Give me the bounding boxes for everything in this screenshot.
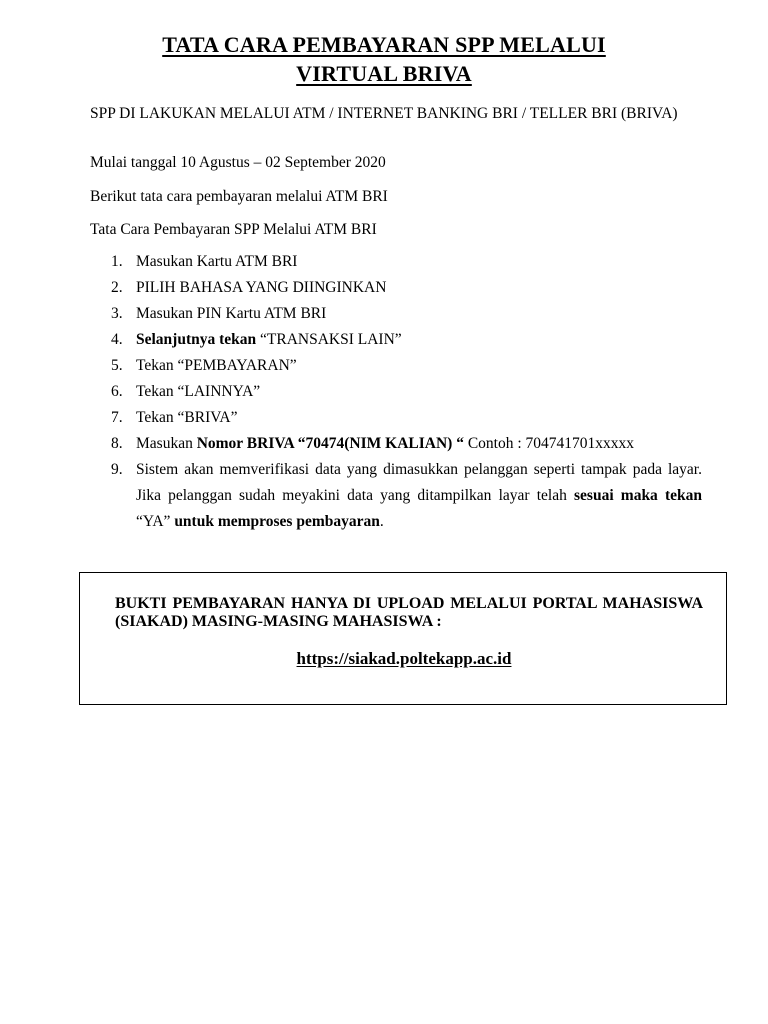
list-item — [90, 279, 702, 305]
step-text-rest: “TRANSAKSI LAIN” — [256, 331, 402, 348]
steps-heading: Tata Cara Pembayaran SPP Melalui ATM BRI — [90, 221, 377, 238]
steps-list — [90, 253, 702, 539]
step-text-bold: sesuai maka tekan — [566, 487, 702, 504]
step-text: Masukan PIN Kartu ATM BRI — [136, 305, 327, 322]
step-text: Tekan “BRIVA” — [136, 409, 238, 426]
intro-paragraph: SPP DI LAKUKAN MELALUI ATM / INTERNET BANKING BRI / TELLER BRI (BRIVA) — [90, 105, 678, 122]
list-item — [90, 305, 702, 331]
step-text-bold-2: untuk memproses pembayaran — [170, 513, 380, 530]
list-item — [90, 383, 702, 409]
list-item — [90, 253, 702, 279]
step-text-end: . — [379, 513, 384, 530]
step-text-bold: Nomor BRIVA “70474(NIM KALIAN) “ — [192, 435, 464, 452]
step-number: 6. — [111, 383, 123, 400]
step-text-rest: Contoh : 704741701xxxxx — [463, 435, 635, 452]
step-text-main: Sistem akan memverifikasi data yang dimasukkan pelanggan seperti tampak pada layar. Jika pelanggan sudah meyakini data yang ditampilkan layar telah — [136, 461, 702, 504]
list-item — [90, 331, 702, 357]
step-number: 8. — [111, 435, 123, 452]
step-number: 2. — [111, 279, 123, 296]
step-text-bold: Selanjutnya tekan — [136, 331, 257, 348]
step-text — [136, 331, 402, 349]
page-title-line-1: TATA CARA PEMBAYARAN SPP MELALUI — [162, 32, 606, 57]
step-number: 1. — [111, 253, 123, 270]
siakad-link[interactable]: https://siakad.poltekapp.ac.id — [296, 649, 512, 668]
page-title-line-2: VIRTUAL BRIVA — [296, 61, 472, 86]
start-date-paragraph: Mulai tanggal 10 Agustus – 02 September 2020 — [90, 154, 386, 171]
step-number: 9. — [111, 461, 123, 478]
list-item — [90, 357, 702, 383]
upload-notice-box — [79, 572, 727, 705]
step-number: 4. — [111, 331, 123, 348]
step-text-pre: Masukan — [136, 435, 193, 452]
upload-notice-text: BUKTI PEMBAYARAN HANYA DI UPLOAD MELALUI PORTAL MAHASISWA (SIAKAD) MASING-MASING MAHASISWA : — [115, 595, 703, 630]
step-text: Tekan “PEMBAYARAN” — [136, 357, 297, 374]
step-number: 7. — [111, 409, 123, 426]
step-text — [136, 435, 634, 453]
step-number: 3. — [111, 305, 123, 322]
step-text: Masukan Kartu ATM BRI — [136, 253, 298, 270]
berikut-paragraph: Berikut tata cara pembayaran melalui ATM BRI — [90, 188, 388, 205]
step-number: 5. — [111, 357, 123, 374]
step-text-mid: “YA” — [136, 513, 171, 530]
list-item — [90, 461, 702, 539]
step-text: Tekan “LAINNYA” — [136, 383, 261, 400]
step-text: PILIH BAHASA YANG DIINGINKAN — [136, 279, 387, 296]
step-text — [136, 457, 702, 535]
list-item — [90, 409, 702, 435]
